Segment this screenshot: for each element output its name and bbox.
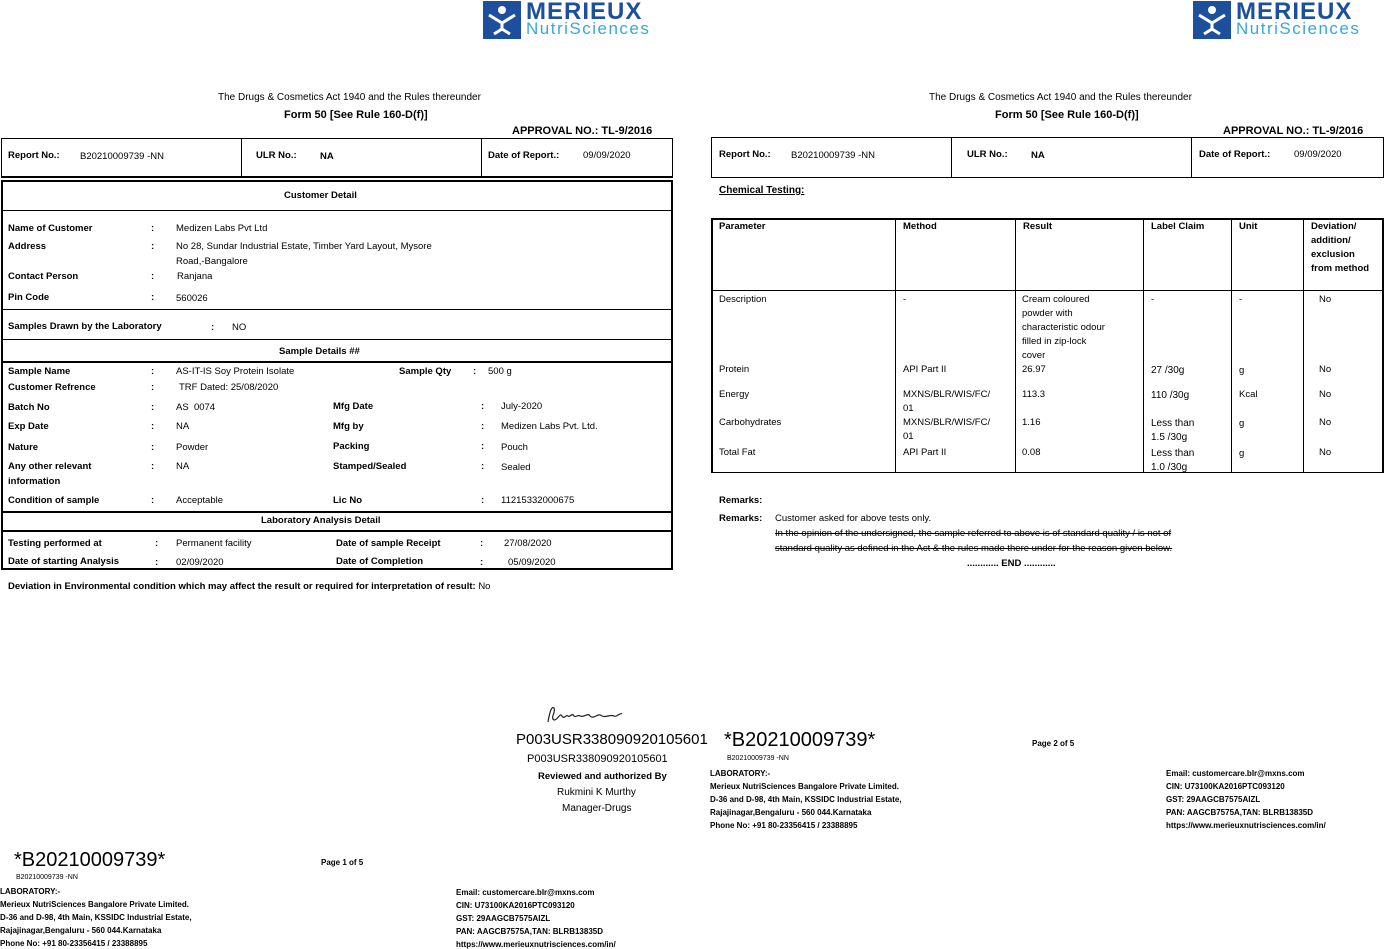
sample-name: AS-IT-IS Soy Protein Isolate xyxy=(176,366,295,377)
logo-text-line2: NutriSciences xyxy=(1236,19,1361,38)
report-no-label-right: Report No.: xyxy=(719,149,771,160)
barcode-right-sub: B20210009739 -NN xyxy=(727,755,789,762)
packing-label: Packing xyxy=(333,441,370,452)
completion-label: Date of Completion xyxy=(336,556,424,567)
customer-name: Medizen Labs Pvt Ltd xyxy=(176,223,268,234)
col-header-deviation: Deviation/ xyxy=(1311,221,1357,232)
col-header-parameter: Parameter xyxy=(719,221,766,232)
lic-no-label: Lic No xyxy=(333,495,363,506)
barcode-left: *B20210009739* xyxy=(14,849,166,871)
report-no-value: B20210009739 -NN xyxy=(80,151,164,162)
lab-address-right: LABORATORY:- Merieux NutriSciences Bangalore Private Limited. D-36 and D-98, 4th Main, KSSIDC Industrial Estate, Rajajinagar,Bengaluru - 560 044.Karnataka Phone No: +91 80-23356415 / 23388895 xyxy=(710,769,902,830)
signature-code: P003USR338090920105601 xyxy=(516,731,708,748)
customer-name-label: Name of Customer xyxy=(8,223,93,234)
start-label: Date of starting Analysis xyxy=(8,556,120,567)
act-title-right: The Drugs & Cosmetics Act 1940 and the Rules thereunder xyxy=(929,92,1192,103)
lab-analysis-title: Laboratory Analysis Detail xyxy=(261,515,381,526)
pin-code-label: Pin Code xyxy=(8,292,50,303)
address-line-2: Road,-Bangalore xyxy=(176,256,248,267)
col-header-result: Result xyxy=(1023,221,1053,232)
act-title: The Drugs & Cosmetics Act 1940 and the Rules thereunder xyxy=(218,92,481,103)
end-marker: ............ END ............ xyxy=(967,558,1056,569)
other-info-label: Any other relevant xyxy=(8,461,92,472)
other-info-label-2: information xyxy=(8,476,61,487)
table-row-protein: Protein xyxy=(719,364,750,375)
stamped: Sealed xyxy=(501,462,531,473)
customer-ref: TRF Dated: 25/08/2020 xyxy=(179,382,279,393)
mfg-by-label: Mfg by xyxy=(333,421,364,432)
pin-code: 560026 xyxy=(176,293,208,304)
mfg-date-label: Mfg Date xyxy=(333,401,374,412)
contact-info-left: Email: customercare.blr@mxns.com CIN: U73100KA2016PTC093120 GST: 29AAGCB7575AIZL PAN: AAGCB7575A,TAN: BLRB13835D https://www.merieuxnutrisciences.com/in/ xyxy=(456,888,616,949)
samples-drawn-label: Samples Drawn by the Laboratory xyxy=(8,321,162,332)
lic-no: 11215332000675 xyxy=(501,495,575,506)
batch-no-label: Batch No xyxy=(8,402,50,413)
completion-date: 05/09/2020 xyxy=(508,557,556,568)
packing: Pouch xyxy=(501,442,528,453)
address-label: Address xyxy=(8,241,47,252)
deviation-note: Deviation in Environmental condition which may affect the result or required for interpretation of result: No xyxy=(8,581,491,592)
mfg-date: July-2020 xyxy=(501,401,543,412)
other-info: NA xyxy=(176,461,190,472)
col-header-deviation-2: addition/ xyxy=(1311,235,1351,246)
col-header-deviation-3: exclusion xyxy=(1311,249,1355,260)
ulr-value-right: NA xyxy=(1031,150,1045,161)
signatory-designation: Manager-Drugs xyxy=(562,803,632,814)
contact-info-right: Email: customercare.blr@mxns.com CIN: U73100KA2016PTC093120 GST: 29AAGCB7575AIZL PAN: AAGCB7575A,TAN: BLRB13835D https://www.merieuxnutrisciences.com/in/ xyxy=(1166,769,1326,830)
sample-qty-label: Sample Qty xyxy=(399,366,452,377)
remarks-strike-2: standard quality as defined in the Act & the rules made there under for the reason given below. xyxy=(775,543,1173,554)
table-row-description: Description xyxy=(719,294,767,305)
approval-number-right: APPROVAL NO.: TL-9/2016 xyxy=(1223,125,1364,137)
reviewed-label: Reviewed and authorized By xyxy=(538,771,667,782)
company-logo-right xyxy=(1193,0,1360,40)
table-row-energy: Energy xyxy=(719,389,750,400)
ulr-label: ULR No.: xyxy=(256,150,297,161)
signature-code-2: P003USR338090920105601 xyxy=(527,753,668,765)
nature-label: Nature xyxy=(8,442,39,453)
signature-image xyxy=(544,702,626,731)
condition-label: Condition of sample xyxy=(8,495,100,506)
exp-date-label: Exp Date xyxy=(8,421,49,432)
signatory-name: Rukmini K Murthy xyxy=(557,787,636,798)
report-date-label-right: Date of Report.: xyxy=(1199,149,1271,160)
col-header-label-claim: Label Claim xyxy=(1151,221,1205,232)
barcode-left-sub: B20210009739 -NN xyxy=(16,874,78,881)
report-date-value: 09/09/2020 xyxy=(583,150,631,161)
report-date-value-right: 09/09/2020 xyxy=(1294,149,1342,160)
col-header-unit: Unit xyxy=(1239,221,1258,232)
table-row-total-fat: Total Fat xyxy=(719,447,756,458)
remarks-label-2: Remarks: xyxy=(719,513,763,524)
customer-detail-title: Customer Detail xyxy=(284,190,357,201)
report-no-value-right: B20210009739 -NN xyxy=(791,150,875,161)
logo-mark-icon xyxy=(1193,1,1231,39)
remarks-label: Remarks: xyxy=(719,495,763,506)
page-number-2: Page 2 of 5 xyxy=(1032,739,1075,748)
contact-person-label: Contact Person xyxy=(8,271,79,282)
report-no-label: Report No.: xyxy=(8,150,60,161)
sample-qty: 500 g xyxy=(488,366,512,377)
sample-name-label: Sample Name xyxy=(8,366,71,377)
samples-drawn-value: NO xyxy=(232,322,247,333)
exp-date: NA xyxy=(176,421,190,432)
remarks-strike-1: In the opinion of the undersigned, the sample referred to above is of standard quality / is not of xyxy=(775,528,1172,539)
address-line-1: No 28, Sundar Industrial Estate, Timber Yard Layout, Mysore xyxy=(176,241,432,252)
logo-text-line1: MERIEUX xyxy=(526,0,643,25)
stamped-label: Stamped/Sealed xyxy=(333,461,407,472)
ulr-value: NA xyxy=(320,151,334,162)
testing-label: Testing performed at xyxy=(8,538,102,549)
testing-value: Permanent facility xyxy=(176,538,252,549)
receipt-label: Date of sample Receipt xyxy=(336,538,441,549)
sample-details-title: Sample Details ## xyxy=(279,346,360,357)
customer-ref-label: Customer Refrence xyxy=(8,382,96,393)
page-number-1: Page 1 of 5 xyxy=(321,858,364,867)
company-logo xyxy=(483,0,650,40)
contact-person: Ranjana xyxy=(177,271,213,282)
lab-address-left: LABORATORY:- Merieux NutriSciences Bangalore Private Limited. D-36 and D-98, 4th Main, KSSIDC Industrial Estate, Rajajinagar,Bengaluru - 560 044.Karnataka Phone No: +91 80-23356415 / 23388895 xyxy=(0,887,192,948)
table-row-carbohydrates: Carbohydrates xyxy=(719,417,782,428)
start-date: 02/09/2020 xyxy=(176,557,224,568)
ulr-label-right: ULR No.: xyxy=(967,149,1008,160)
remarks-text: Customer asked for above tests only. xyxy=(775,513,932,524)
col-header-method: Method xyxy=(903,221,937,232)
barcode-right: *B20210009739* xyxy=(724,729,876,751)
logo-text-line2: NutriSciences xyxy=(526,19,651,38)
chemical-testing-title: Chemical Testing: xyxy=(719,185,805,196)
logo-text-line1: MERIEUX xyxy=(1236,0,1353,25)
report-date-label: Date of Report.: xyxy=(488,150,560,161)
batch-no: AS 0074 xyxy=(176,402,216,413)
nature: Powder xyxy=(176,442,209,453)
col-header-deviation-4: from method xyxy=(1311,263,1370,274)
approval-number: APPROVAL NO.: TL-9/2016 xyxy=(512,125,653,137)
logo-mark-icon xyxy=(483,1,521,39)
condition: Acceptable xyxy=(176,495,224,506)
form-title: Form 50 [See Rule 160-D(f)] xyxy=(284,109,428,121)
mfg-by: Medizen Labs Pvt. Ltd. xyxy=(501,421,598,432)
form-title-right: Form 50 [See Rule 160-D(f)] xyxy=(995,109,1139,121)
receipt-date: 27/08/2020 xyxy=(504,538,552,549)
